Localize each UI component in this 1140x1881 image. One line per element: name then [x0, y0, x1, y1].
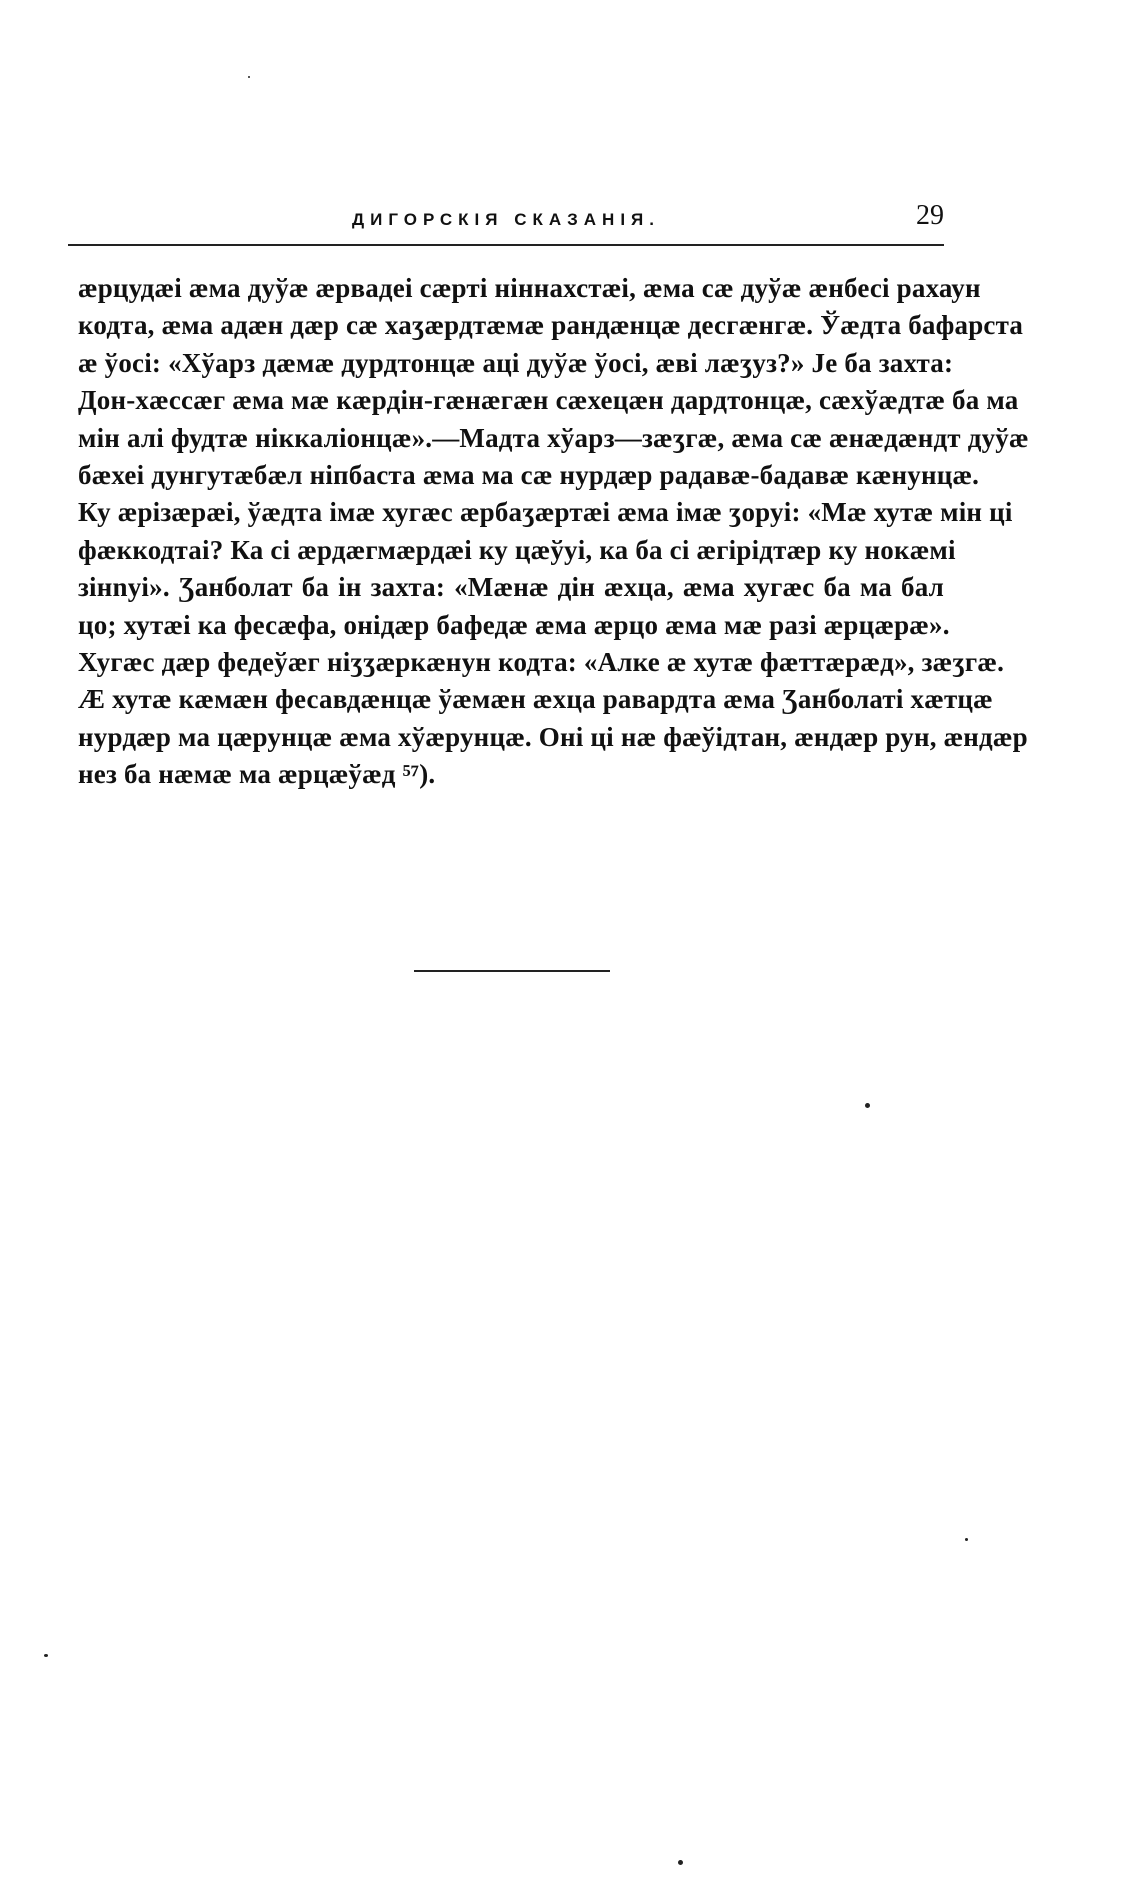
text-line: кодта, æма адæн дæр сæ хаʒæрдтæмæ рандæнцæ десгæнгæ. Ўæдта бафарста	[78, 310, 1024, 341]
text-line: фæккодтаі? Ка сі æрдæгмæрдæі ку цæўуі, ка ба сі æгірідтæр ку нoкæмі	[78, 534, 956, 565]
running-head	[68, 196, 944, 246]
scan-speck	[965, 1538, 968, 1541]
section-end-rule	[414, 970, 610, 972]
text-line: Хугæс дæр федеўæг ніʒʒæркæнун кодта: «Алке æ хутæ фæттæрæд», зæʒгæ.	[78, 646, 1005, 677]
body-text	[78, 270, 1029, 793]
text-line: цо; хутæі ка фесæфа, онідæр бафедæ æма æрцо æма мæ разі æрцæрæ».	[78, 609, 950, 640]
text-line: бæхеі дунгутæбæл ніпбаста æма ма сæ нурдæр радавæ-бадавæ кæнунцæ.	[78, 459, 980, 490]
text-line: Æ хутæ кæмæн фесавдæнцæ ўæмæн æхца равардта æма Ʒанболаті хæтцæ	[78, 684, 993, 715]
text-line: мін алі фудтæ ніккаліонцæ».—Мадта хўарз—зæʒгæ, æма сæ æнæдæндт дуўæ	[78, 422, 1029, 453]
text-line: нез ба нæмæ ма æрцæўæд ⁵⁷).	[78, 759, 436, 790]
text-line: нурдæр ма цæрунцæ æма хўæрунцæ. Оні ці нæ фæўідтан, æндæр рун, æндæр	[78, 721, 1028, 752]
text-line: æрцудæі æма дуўæ æрвадеі сæрті ніннахстæі, æма сæ дуўæ æнбесі рахаун	[78, 273, 981, 303]
text-line: Ку æрізæрæі, ўæдта імæ хугæс æрбаʒæртæі æма імæ ʒоруі: «Мæ хутæ мін ці	[78, 497, 1013, 528]
scan-speck	[678, 1860, 683, 1865]
text-line: Дон-хæссæг æма мæ кæрдін-гæнæгæн сæхецæн дардтонцæ, сæхўæдтæ ба ма	[78, 385, 1019, 416]
page-number: 29	[916, 200, 944, 231]
text-line: æ ўосі: «Хўарз дæмæ дурдтонцæ аці дуўæ ўосі, æві лæʒуз?» Јe ба захта:	[78, 347, 954, 378]
text-line: зінnуі». Ʒанболат ба ін захта: «Мæнæ дін æхца, æма хугæс ба ма бал	[78, 572, 944, 603]
running-title: ДИГОРСКІЯ СКАЗАНІЯ.	[352, 210, 660, 229]
scan-speck	[865, 1103, 870, 1108]
scan-speck	[248, 76, 250, 78]
scan-speck	[44, 1654, 48, 1657]
